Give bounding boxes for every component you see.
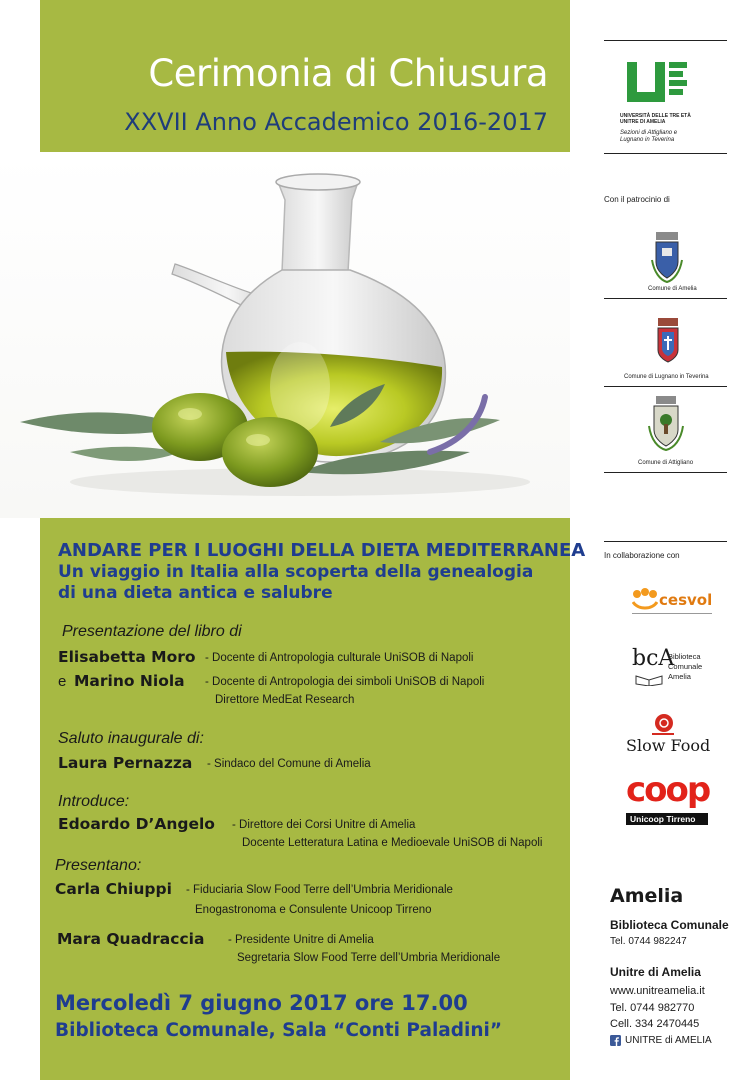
author2-role2: Direttore MedEat Research <box>215 694 355 706</box>
divider <box>604 298 727 299</box>
presenters-label: Presentano: <box>55 857 142 874</box>
slowfood-snail-icon <box>650 712 676 736</box>
coop-subtitle: Unicoop Tirreno <box>626 813 708 825</box>
contact-tel: Tel. 0744 982770 <box>610 1002 695 1014</box>
greeter-role: - Sindaco del Comune di Amelia <box>207 758 371 770</box>
intro-name: Edoardo D’Angelo <box>58 815 215 833</box>
cesvol-logo-text: cesvol <box>659 591 713 609</box>
cesvol-underline <box>632 613 712 614</box>
divider <box>604 472 727 473</box>
presenter2-name: Mara Quadraccia <box>57 930 205 948</box>
bca-line-1: Biblioteca <box>668 652 701 661</box>
intro-role: - Direttore dei Corsi Unitre di Amelia <box>232 819 416 831</box>
author2-name: Marino Niola <box>74 672 185 690</box>
unitre-logo-text: UNIVERSITÀ DELLE TRE ETÀ UNITRE DI AMELIA <box>620 113 691 125</box>
cesvol-logo-icon <box>632 588 658 610</box>
contact-cell: Cell. 334 2470445 <box>610 1018 700 1030</box>
amelia-crest-icon <box>650 232 684 284</box>
contact-org: Unitre di Amelia <box>610 965 701 979</box>
contact-facebook[interactable]: UNITRE di AMELIA <box>625 1035 712 1046</box>
author2-role: - Docente di Antropologia dei simboli UniSOB di Napoli <box>205 676 485 688</box>
author-conjunction: e <box>58 673 67 690</box>
presenter2-role2: Segretaria Slow Food Terre dell’Umbria Meridionale <box>237 952 501 964</box>
lugnano-crest-icon <box>655 318 681 364</box>
attigliano-crest-icon <box>646 396 686 452</box>
greeting-label: Saluto inaugurale di: <box>58 730 204 747</box>
divider <box>604 541 727 542</box>
bca-line-3: Amelia <box>668 672 691 681</box>
coop-logo-text: coop <box>626 770 710 810</box>
author1-role: - Docente di Antropologia culturale UniSOB di Napoli <box>205 652 474 664</box>
academic-year-subtitle: XXVII Anno Accademico 2016-2017 <box>124 108 548 136</box>
event-tagline-1: Un viaggio in Italia alla scoperta della genealogia <box>58 562 534 582</box>
author1-name: Elisabetta Moro <box>58 648 196 666</box>
divider <box>604 153 727 154</box>
presenter2-role: - Presidente Unitre di Amelia <box>228 934 374 946</box>
presenter1-role: - Fiduciaria Slow Food Terre dell’Umbria Meridionale <box>186 884 453 896</box>
event-tagline-2: di una dieta antica e salubre <box>58 583 333 603</box>
greeter-name: Laura Pernazza <box>58 754 193 772</box>
contact-library-tel: Tel. 0744 982247 <box>610 936 687 947</box>
presenter1-name: Carla Chiuppi <box>55 880 172 898</box>
presenter1-role2: Enogastronoma e Consulente Unicoop Tirreno <box>195 904 432 916</box>
bca-logo-text: bcA <box>632 646 675 671</box>
bca-line-2: Comunale <box>668 662 703 671</box>
contact-library: Biblioteca Comunale <box>610 918 729 932</box>
sidebar <box>570 0 733 1080</box>
contact-website[interactable]: www.unitreamelia.it <box>610 985 705 997</box>
event-headline: ANDARE PER I LUOGHI DELLA DIETA MEDITERRANEA <box>58 540 586 561</box>
unitre-sections-2: Lugnano in Teverina <box>620 137 675 143</box>
intro-label: Introduce: <box>58 793 130 810</box>
olive-oil-cruet-illustration <box>0 152 570 518</box>
unitre-logo-icon <box>625 60 690 108</box>
slowfood-logo-text: Slow Food <box>626 736 711 755</box>
intro-role2: Docente Letteratura Latina e Medioevale UniSOB di Napoli <box>242 837 543 849</box>
presentation-label: Presentazione del libro di <box>62 623 242 640</box>
crest-label-amelia: Comune di Amelia <box>648 286 697 292</box>
olive-oil-photo <box>0 152 570 518</box>
event-date-time: Mercoledì 7 giugno 2017 ore 17.00 <box>55 991 468 1015</box>
facebook-icon <box>610 1035 621 1046</box>
collaboration-label: In collaborazione con <box>604 551 680 560</box>
divider <box>604 386 727 387</box>
divider <box>604 40 727 41</box>
book-icon <box>634 672 664 686</box>
page-title: Cerimonia di Chiusura <box>148 52 548 95</box>
patronage-label: Con il patrocinio di <box>604 195 670 204</box>
contact-city: Amelia <box>610 885 684 907</box>
crest-label-attigliano: Comune di Attigliano <box>638 460 694 466</box>
unitre-sections: Sezioni di Attigliano e <box>620 130 678 136</box>
event-venue: Biblioteca Comunale, Sala “Conti Paladini” <box>55 1020 503 1041</box>
crest-label-lugnano: Comune di Lugnano in Teverina <box>624 374 709 380</box>
